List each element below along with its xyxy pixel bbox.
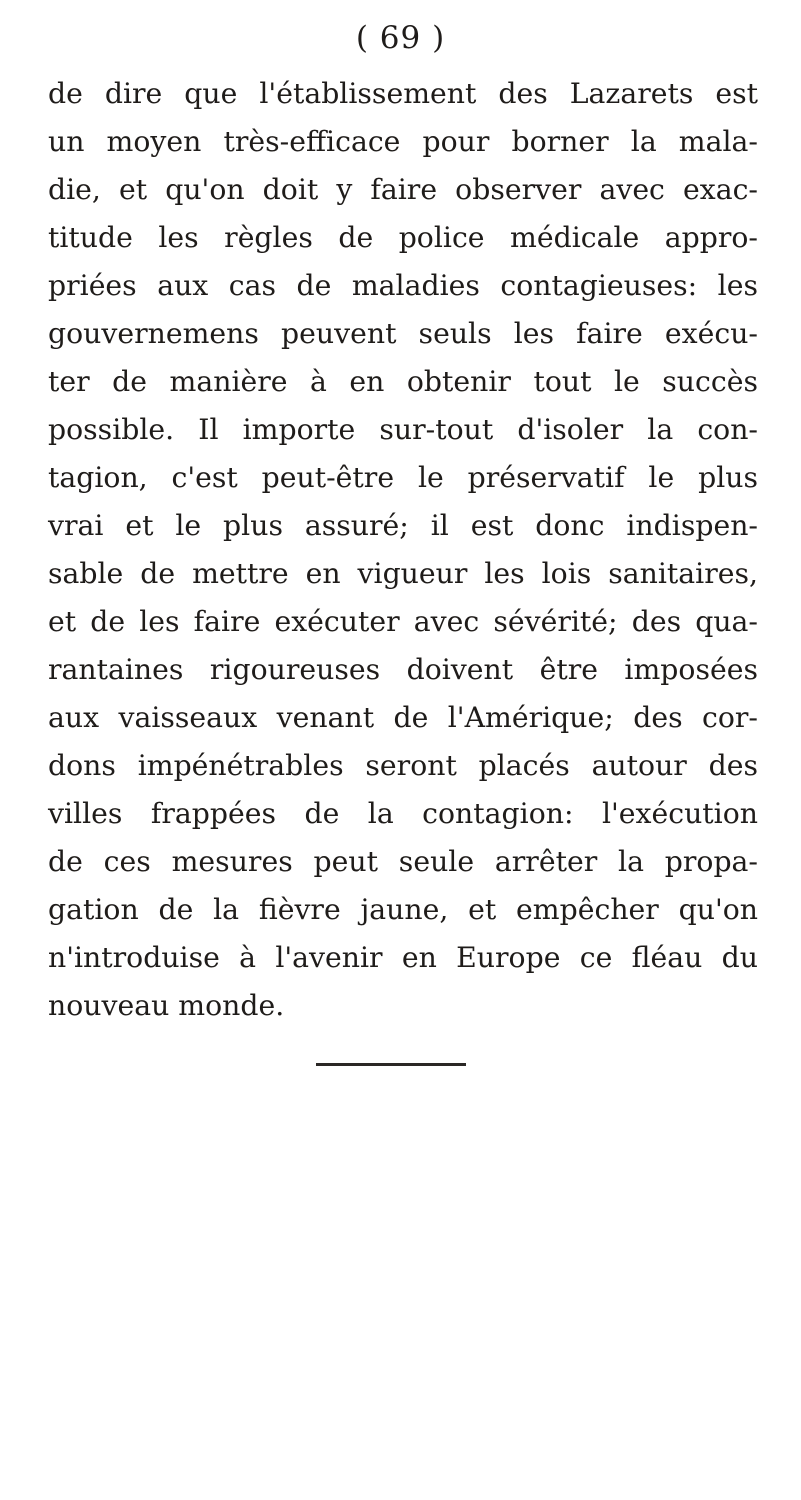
text-line: aux vaisseaux venant de l'Amérique; des cor- xyxy=(48,701,758,734)
text-line: die, et qu'on doit y faire observer avec exac- xyxy=(48,173,758,206)
text-line: gouvernemens peuvent seuls les faire exécu- xyxy=(48,317,758,350)
body-text xyxy=(48,70,758,1030)
text-line: possible. Il importe sur-tout d'isoler la con- xyxy=(48,413,758,446)
text-line: n'introduise à l'avenir en Europe ce fléau du xyxy=(48,941,758,974)
text-line: un moyen très-efficace pour borner la mala- xyxy=(48,125,758,158)
text-line-last: nouveau monde. xyxy=(48,989,285,1022)
text-line: gation de la fièvre jaune, et empêcher qu'on xyxy=(48,893,758,926)
text-line: tagion, c'est peut-être le préservatif le plus xyxy=(48,461,758,494)
text-line: priées aux cas de maladies contagieuses: les xyxy=(48,269,758,302)
end-rule xyxy=(316,1063,466,1066)
text-line: de dire que l'établissement des Lazarets est xyxy=(48,77,758,110)
text-line: titude les règles de police médicale appro- xyxy=(48,221,758,254)
text-line: dons impénétrables seront placés autour des xyxy=(48,749,758,782)
text-line: rantaines rigoureuses doivent être imposées xyxy=(48,653,758,686)
text-line: et de les faire exécuter avec sévérité; des qua- xyxy=(48,605,758,638)
text-line: vrai et le plus assuré; il est donc indispen- xyxy=(48,509,758,542)
text-line: de ces mesures peut seule arrêter la propa- xyxy=(48,845,758,878)
text-line: villes frappées de la contagion: l'exécution xyxy=(48,797,758,830)
text-line: ter de manière à en obtenir tout le succès xyxy=(48,365,758,398)
text-line: sable de mettre en vigueur les lois sanitaires, xyxy=(48,557,758,590)
page-number: ( 69 ) xyxy=(355,20,446,56)
